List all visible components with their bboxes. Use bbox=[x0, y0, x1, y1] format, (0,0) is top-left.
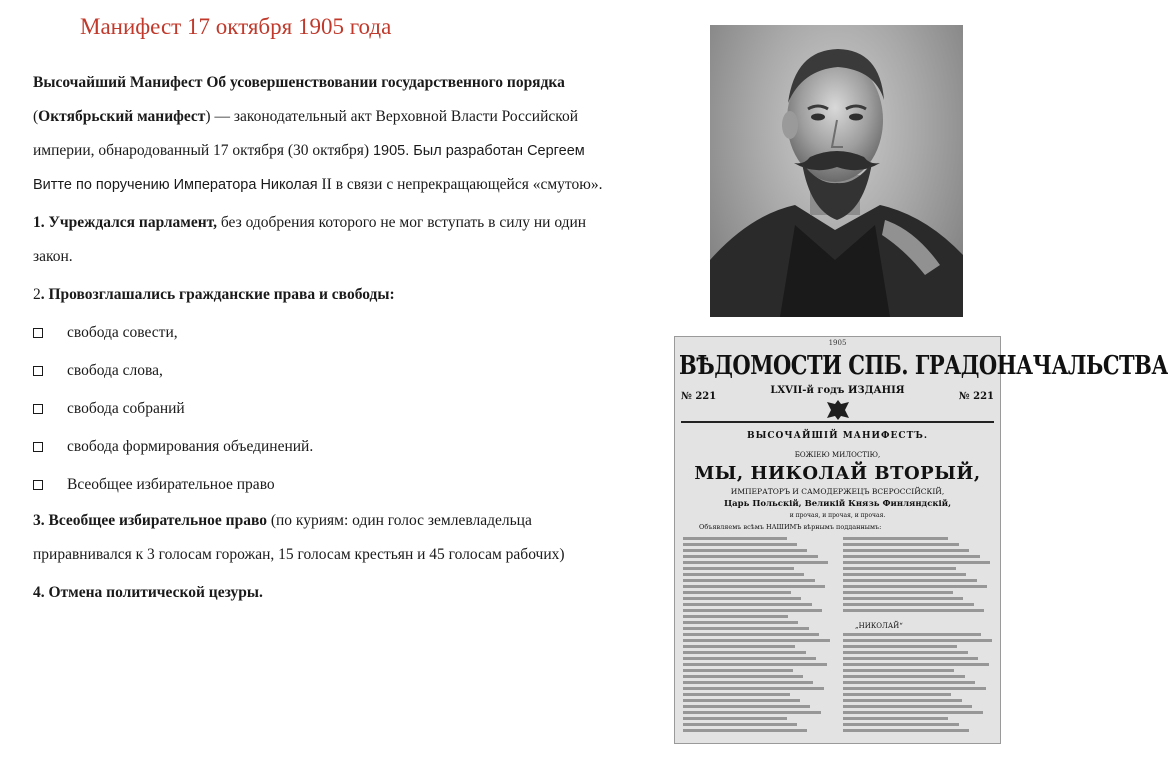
newspaper-text-line bbox=[843, 639, 992, 642]
list-item bbox=[33, 314, 623, 352]
newspaper-text-line bbox=[843, 711, 983, 714]
newspaper-text-line bbox=[683, 693, 790, 696]
newspaper-text-line bbox=[843, 585, 987, 588]
portrait-photo bbox=[710, 25, 963, 317]
newspaper-column bbox=[843, 537, 993, 737]
newspaper-text-line bbox=[683, 603, 812, 606]
newspaper-text-line bbox=[843, 537, 948, 540]
newspaper-text-line bbox=[843, 549, 969, 552]
list-item bbox=[33, 466, 623, 504]
newspaper-text-line bbox=[683, 723, 797, 726]
newspaper-text-line bbox=[843, 729, 969, 732]
newspaper-text-line bbox=[843, 723, 959, 726]
newspaper-text-line bbox=[683, 627, 809, 630]
newspaper-text-line bbox=[683, 561, 828, 564]
point-2-bold: . Провозглашались гражданские права и свободы: bbox=[40, 286, 395, 303]
point-4 bbox=[33, 576, 623, 610]
newspaper-text-line bbox=[683, 639, 830, 642]
point-2 bbox=[33, 278, 433, 312]
coat-of-arms-icon bbox=[825, 398, 851, 422]
intro-mid-1: ( bbox=[33, 108, 39, 125]
point-2-num: 2 bbox=[33, 286, 41, 303]
newspaper-text-line bbox=[683, 549, 807, 552]
newspaper-heading: ВЫСОЧАЙШІЙ МАНИФЕСТЪ. bbox=[746, 431, 929, 441]
newspaper-text-line bbox=[683, 543, 797, 546]
point-3 bbox=[33, 504, 623, 572]
newspaper-text-line bbox=[843, 591, 953, 594]
intro-sans-part: 1905. Был разработан Сергеем Витте по поручению Императора Николая bbox=[33, 143, 585, 193]
portrait-illustration bbox=[710, 25, 963, 317]
newspaper-text-line bbox=[843, 603, 974, 606]
slide-title: Манифест 17 октября 1905 года bbox=[80, 14, 392, 39]
newspaper-text-line bbox=[683, 717, 787, 720]
newspaper-year: 1905 bbox=[828, 339, 847, 347]
freedoms-list bbox=[33, 314, 623, 504]
point-3-text: (по куриям: один голос землевладельца приравнивался к 3 голосам горожан, 15 голосам крестьян и 45 голосам рабочих) bbox=[33, 512, 565, 563]
newspaper-masthead: ВѢДОМОСТИ СПБ. ГРАДОНАЧАЛЬСТВА bbox=[679, 349, 1168, 381]
newspaper-text-line bbox=[843, 657, 978, 660]
newspaper-text-line bbox=[843, 579, 977, 582]
newspaper-text-line bbox=[683, 615, 788, 618]
checkbox-bullet-icon bbox=[33, 328, 43, 338]
newspaper-text-line bbox=[843, 597, 963, 600]
newspaper-text-line bbox=[683, 711, 821, 714]
freedom-text: свобода совести, bbox=[67, 324, 178, 341]
newspaper-text-line bbox=[843, 687, 986, 690]
newspaper-text-line bbox=[683, 645, 795, 648]
newspaper-line-2: МЫ, НИКОЛАЙ ВТОРЫЙ, bbox=[694, 463, 981, 484]
list-item bbox=[33, 390, 623, 428]
intro-mid-2: ) — законодательный акт Верховной Власти Российской империи, обнародованный 17 октября (30 октября) bbox=[33, 108, 579, 159]
newspaper-text-line bbox=[843, 555, 980, 558]
newspaper-text-line bbox=[683, 663, 827, 666]
newspaper-text-line bbox=[843, 633, 981, 636]
freedom-text: свобода слова, bbox=[67, 362, 163, 379]
point-1-bold: 1. Учреждался парламент, bbox=[33, 214, 217, 231]
newspaper-text-line bbox=[843, 651, 968, 654]
newspaper-text-line bbox=[843, 543, 959, 546]
newspaper-text-line bbox=[683, 729, 807, 732]
newspaper-text-columns bbox=[683, 537, 992, 737]
list-item bbox=[33, 352, 623, 390]
newspaper-text-line bbox=[683, 687, 824, 690]
intro-bold-2: Октябрьский манифест bbox=[38, 108, 206, 125]
newspaper-text-line bbox=[843, 567, 956, 570]
checkbox-bullet-icon bbox=[33, 366, 43, 376]
text-column bbox=[33, 66, 623, 610]
divider bbox=[681, 421, 994, 423]
checkbox-bullet-icon bbox=[33, 480, 43, 490]
newspaper-text-line bbox=[683, 705, 810, 708]
list-item bbox=[33, 428, 623, 466]
newspaper-text-line bbox=[683, 657, 816, 660]
newspaper-number-left: № 221 bbox=[681, 391, 717, 402]
newspaper-text-line bbox=[843, 573, 966, 576]
point-1 bbox=[33, 206, 623, 274]
newspaper-scan bbox=[674, 336, 1168, 744]
newspaper-text-line bbox=[683, 633, 819, 636]
freedom-text: свобода формирования объединений. bbox=[67, 438, 314, 455]
freedom-text: Всеобщее избирательное право bbox=[67, 476, 275, 493]
point-1-text: без одобрения которого не мог вступать в силу ни один закон. bbox=[33, 214, 587, 265]
newspaper-line-4: Царь Польскій, Великій Князь Финляндскій, bbox=[723, 499, 952, 509]
newspaper-text-line bbox=[683, 669, 793, 672]
intro-tail: II в связи с непрекращающейся «смутою». bbox=[317, 176, 603, 193]
newspaper-text-line bbox=[843, 693, 951, 696]
newspaper-number-right: № 221 bbox=[958, 391, 994, 402]
newspaper-text-line bbox=[843, 669, 954, 672]
newspaper-text-line bbox=[843, 663, 989, 666]
newspaper-text-line bbox=[843, 681, 975, 684]
point-4-bold: 4. Отмена политической цезуры. bbox=[33, 584, 263, 601]
newspaper-text-line bbox=[683, 591, 791, 594]
newspaper-text-line bbox=[683, 537, 787, 540]
newspaper-line-5: и прочая, и прочая, и прочая. bbox=[789, 512, 886, 519]
newspaper-subheader bbox=[681, 385, 994, 419]
newspaper-text-line bbox=[843, 717, 948, 720]
newspaper-line-3: ИМПЕРАТОРЪ И САМОДЕРЖЕЦЪ ВСЕРОССІЙСКІЙ, bbox=[730, 487, 945, 496]
newspaper-text-line bbox=[683, 573, 804, 576]
newspaper-text-line bbox=[683, 609, 822, 612]
newspaper-signature: „НИКОЛАЙ“ bbox=[855, 622, 903, 630]
newspaper-text-line bbox=[683, 555, 818, 558]
intro-bold-1: Высочайший Манифест Об усовершенствовании государственного порядка bbox=[33, 74, 565, 91]
newspaper-text-line bbox=[683, 675, 803, 678]
newspaper-text-line bbox=[683, 585, 825, 588]
newspaper-text-line bbox=[843, 705, 972, 708]
checkbox-bullet-icon bbox=[33, 442, 43, 452]
newspaper-text-line bbox=[683, 567, 794, 570]
newspaper-column bbox=[683, 537, 831, 737]
newspaper-text-line bbox=[683, 699, 800, 702]
newspaper-text-line bbox=[683, 579, 815, 582]
newspaper-text-line bbox=[843, 675, 965, 678]
freedom-text: свобода собраний bbox=[67, 400, 185, 417]
intro-paragraph bbox=[33, 66, 623, 202]
point-3-bold: 3. Всеобщее избирательное право bbox=[33, 512, 267, 529]
checkbox-bullet-icon bbox=[33, 404, 43, 414]
newspaper-text-line bbox=[683, 681, 813, 684]
newspaper-text-line bbox=[683, 651, 806, 654]
newspaper-text-line bbox=[843, 645, 957, 648]
newspaper-text-line bbox=[843, 561, 990, 564]
newspaper-text-line bbox=[843, 609, 984, 612]
newspaper-issue: LXVII-й годъ ИЗДАНІЯ bbox=[770, 385, 905, 396]
newspaper-text-line bbox=[683, 597, 801, 600]
newspaper-text-line bbox=[683, 621, 798, 624]
newspaper-line-6: Объявляемъ всѣмъ НАШИМЪ вѣрнымъ подданнымъ: bbox=[699, 523, 882, 531]
newspaper-line-1: БОЖІЕЮ МИЛОСТІЮ, bbox=[794, 451, 881, 459]
newspaper-text-line bbox=[843, 699, 962, 702]
